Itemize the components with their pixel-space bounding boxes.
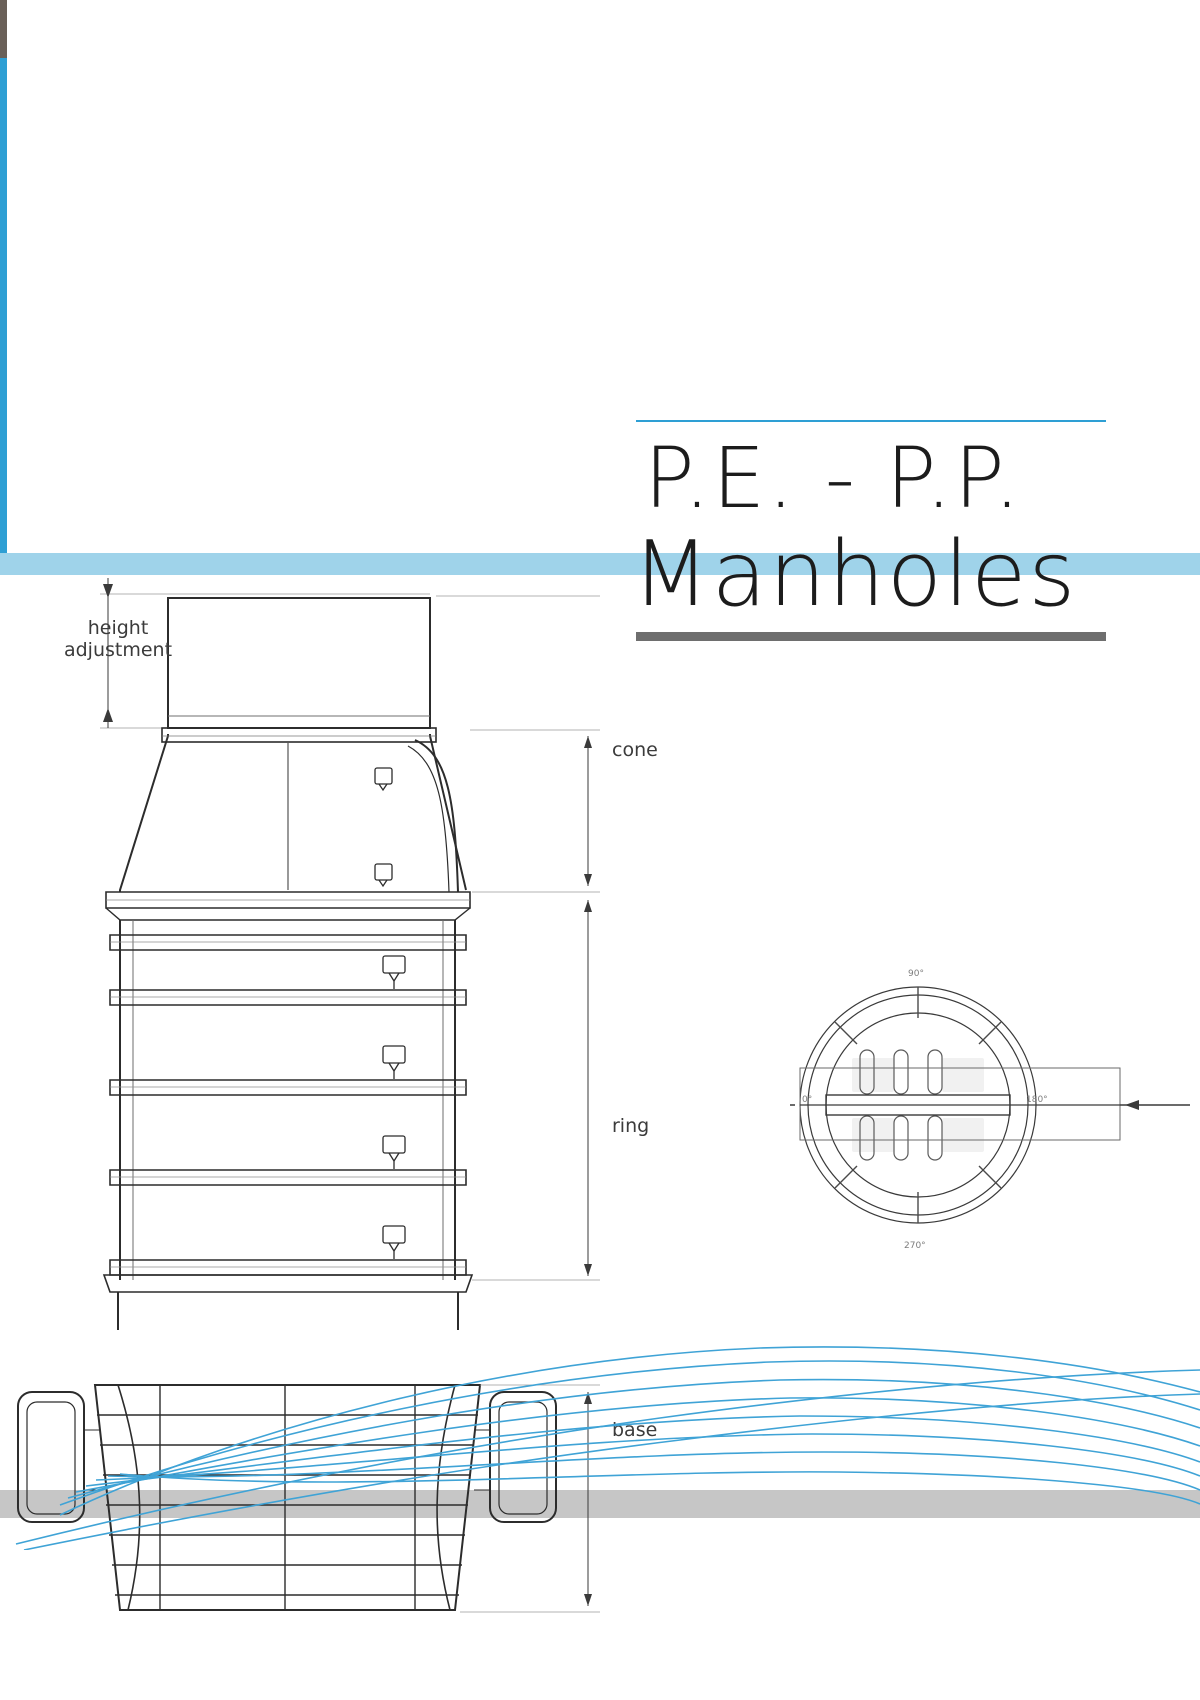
manhole-cover-top-view bbox=[790, 940, 1120, 1270]
top-view-angle-0: 0° bbox=[802, 1095, 813, 1105]
page-title-line-2: Manholes bbox=[632, 522, 1078, 627]
title-rule-bottom bbox=[636, 632, 1106, 641]
top-view-angle-270: 270° bbox=[904, 1241, 926, 1251]
label-height-adjustment-line1: height bbox=[87, 617, 149, 639]
page-edge-accent-blue bbox=[0, 58, 7, 563]
label-base: base bbox=[612, 1419, 658, 1441]
label-height-adjustment-line2: adjustment bbox=[63, 638, 173, 661]
manhole-elevation-drawing bbox=[0, 540, 700, 1700]
page-edge-accent-dark bbox=[0, 0, 7, 58]
page-title-block bbox=[632, 420, 1106, 641]
title-rule-top bbox=[636, 420, 1106, 422]
page-title-line-1: P.E. - P.P. bbox=[644, 429, 1023, 527]
label-cone: cone bbox=[612, 739, 658, 761]
top-view-angle-90: 90° bbox=[908, 969, 924, 979]
top-view-angle-180: 180° bbox=[1026, 1095, 1048, 1105]
label-ring: ring bbox=[612, 1115, 650, 1137]
label-height-adjustment bbox=[58, 618, 178, 662]
